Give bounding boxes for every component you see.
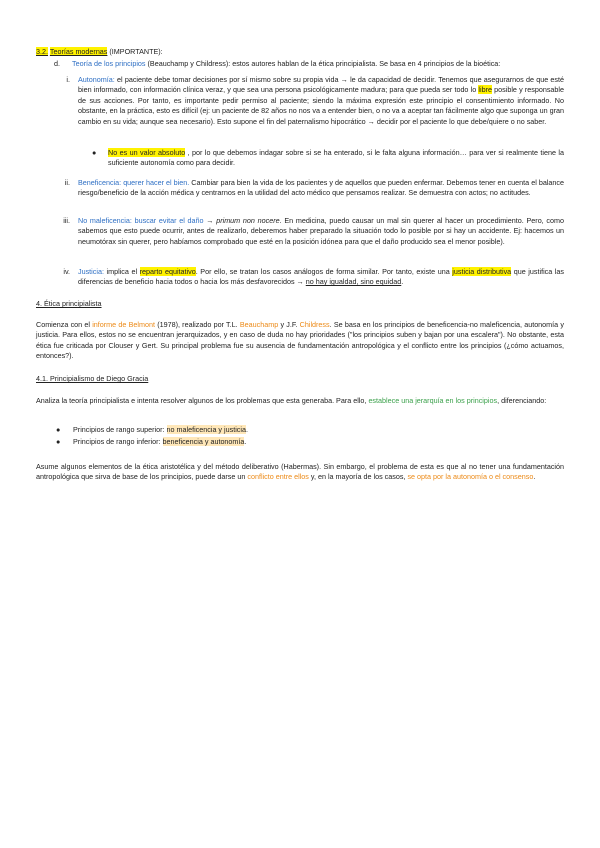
sec4-text-2: (1978), realizado por T.L. [157,320,238,329]
no-maleficencia-text: . En medicina, puedo causar un mal sin querer al hacer un procedimiento. Pero, como sabemos que esto puede ocurrir, antes de realizarlo, deberemos haber preparado la situación todo lo posible por si hay un accidente. Ej: hacemos un neumotórax sin querer, pero habíamos comprobado que esté en la posición idónea para que el daño producido sea el menor posible). [78,216,564,246]
section-number: 3.2. [36,47,48,56]
justicia-text-2: . Por ello, se tratan los casos análogos de forma similar. Por tanto, existe una [195,267,450,276]
sec4-text-4: . Se basa en los principios de beneficencia-no maleficencia, autonomía y justicia. Para ellos, estos no se encuentran jerarquizados, y en caso de duda no hay prioridades ("los principios suben y bajan por una escalera"). No obstante, esta ética fue criticada por Clouser y Gert. Su principal problema fue su ausencia de fundamentación antropológica y el conflicto entre los principios (¿cómo actuamos, entonces?). [36,320,564,361]
informe-belmont: informe de Belmont [92,320,155,329]
beauchamp-name: Beauchamp [239,320,279,329]
rango-superior-item [73,425,553,435]
section-4-1-paragraph [36,396,564,406]
beneficencia-title: Beneficencia: querer hacer el bien. [78,178,190,187]
item-iii-no-maleficencia [78,216,564,247]
sec41-text-1: Analiza la teoría principialista e intenta resolver algunos de los problemas que esta generaba. Para ello, [36,396,367,405]
section-note: (IMPORTANTE): [109,47,163,56]
item-i-marker: i. [66,75,70,84]
justicia-text-3: que justifica las diferencias de beneficio hacia todos o hacia los más desfavorecidos → [78,267,564,287]
sec4-text-1: Comienza con el [36,320,90,329]
rango-inferior-label: Principios de rango inferior: [73,437,161,446]
autonomia-bullet-text: , por lo que debemos indagar sobre si se ha enterado, si le falta alguna información… para ver si realmente tiene la suficiente autonomía como para decidir. [108,148,565,168]
autonomia-title: Autonomía: [78,75,115,84]
bullet-dot: ● [56,437,61,446]
libre-highlight: libre [478,85,492,95]
justicia-distributiva-highlight: justicia distributiva [452,267,512,276]
justicia-text-4: . [401,277,404,287]
latin-phrase: primum non nocere [216,216,280,225]
sec4-text-3: y J.F. [280,320,298,329]
bullet-dot: ● [56,425,61,434]
theory-rest: (Beauchamp y Childress): estos autores hablan de la ética principialista. Se basa en 4 principios de la bioética: [147,59,501,68]
rango-inferior-item [73,437,553,447]
section-title: Teorías modernas [49,47,108,56]
arrow: → [206,216,214,225]
rango-superior-label: Principios de rango superior: [73,425,165,434]
section-3-2-heading [36,47,556,57]
rango-inferior-value: beneficencia y autonomía [162,437,245,446]
beneficencia-text: Cambiar para bien la vida de los pacientes y de aquellos que pueden enfermar. Debemos tener en cuenta el balance riesgo/beneficio de la acción médica y centrarnos en la utilidad del acto médico que pensamos realizar. Se demuestra con actos; no actitudes. [78,178,565,198]
section-4-1-paragraph-2 [36,462,564,483]
item-iv-marker: iv. [63,267,70,276]
childress-name: Childress [299,320,330,329]
period: . [246,425,248,434]
no-maleficencia-title: No maleficencia: buscar evitar el daño [78,216,204,225]
autonomia-bullet [108,148,564,169]
item-d-text [72,59,562,69]
autonomia-text-2: posible y responsable de sus acciones. Por tanto, es importante pedir permiso al paciente; siendo la máxima expresión este principio el consentimiento informado. No obstante, en la práctica, esto es difícil (ej: un paciente de 82 años no nos va a entender bien, o no va a aceptar tan fácilmente algo que suponga un gran cambio en su vida; aunque sea necesario). Esto supone el fin del paternalismo hipocrático → decidir por el paciente lo que debe/quiere o no saber. [78,85,565,126]
jerarquia-green: establece una jerarquía en los principios [368,396,498,405]
bullet-dot: ● [92,148,97,157]
sec41-p2-text-2: y, en la mayoría de los casos, [310,472,406,482]
item-iv-justicia [78,267,564,288]
sec41-p2-text-1: Asume algunos elementos de la ética aristotélica y del método deliberativo (Habermas). Sin embargo, el problema de esta es que al no tener una fundamentación antropológica que sirva de base de los principios, puede darse un [36,462,564,482]
sec41-text-2: , diferenciando: [497,396,547,405]
item-ii-marker: ii. [64,178,70,187]
item-ii-beneficencia [78,178,564,199]
justicia-title: Justicia: [78,267,104,276]
sec41-p2-text-3: . [533,472,536,482]
section-4-1-heading: 4.1. Principialismo de Diego Gracia [36,374,149,383]
autonomia-text-1: el paciente debe tomar decisiones por sí mismo sobre su propia vida → le da capacidad de decidir. Tenemos que asegurarnos de que esté bien informado, con información clínica veraz, y que sea una persona psicológicamente madura; para que pueda ser todo lo [78,75,565,95]
section-4-paragraph [36,320,564,362]
item-iii-marker: iii. [63,216,70,225]
valor-absoluto-highlight: No es un valor absoluto [108,148,186,157]
item-d-marker: d. [54,59,60,68]
conflicto-orange: conflicto entre ellos [247,472,309,482]
period: . [244,437,247,446]
rango-superior-value: no maleficencia y justicia [166,425,246,434]
reparto-highlight: reparto equitativo [139,267,196,276]
theory-title: Teoría de los principios [72,59,146,68]
opta-orange: se opta por la autonomía o el consenso [407,472,534,482]
justicia-text-1: implica el [106,267,138,276]
item-i-autonomia [78,75,564,127]
section-4-heading: 4. Ética principialista [36,299,102,308]
equidad-underlined: no hay igualdad, sino equidad [305,277,402,287]
